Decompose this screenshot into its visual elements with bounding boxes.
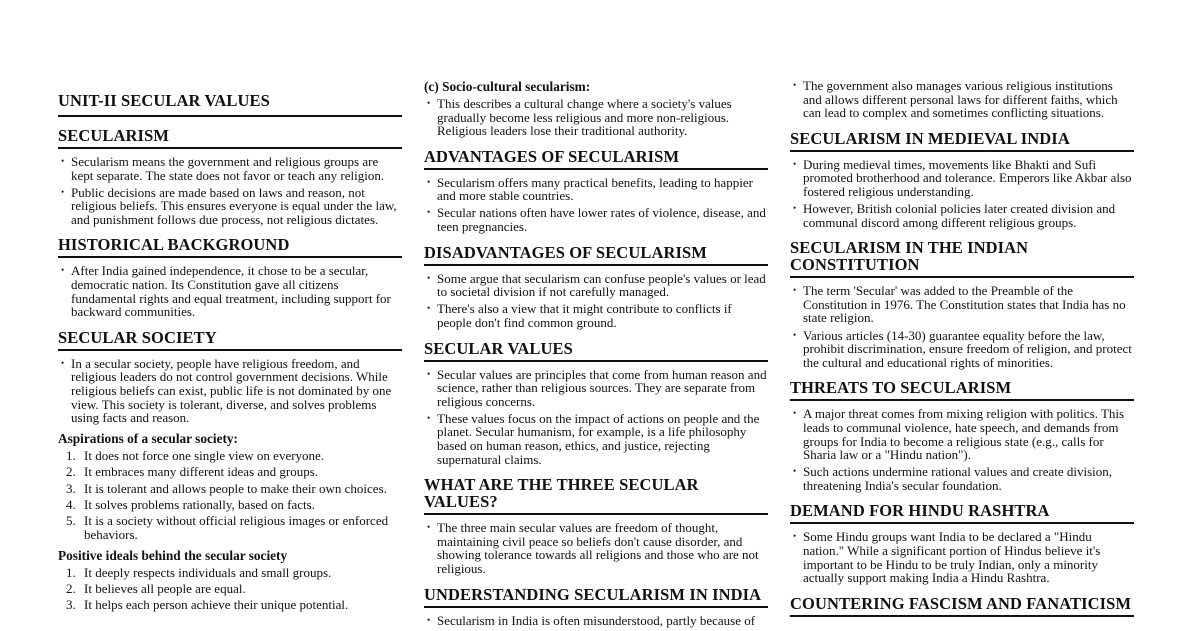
bullet-list xyxy=(790,284,1134,369)
section-heading: SECULARISM xyxy=(58,127,402,149)
bullet-item: • Secularism in India is often misunderstood, partly because of xyxy=(424,614,768,628)
column-right xyxy=(790,79,1134,623)
bullet-item: • In a secular society, people have religious freedom, and religious leaders do not control government decisions. While religious beliefs can exist, public life is not dominated by one view. This society is tolerant, diverse, and solves problems using facts and reason. xyxy=(58,357,402,425)
section-heading: SECULARISM IN MEDIEVAL INDIA xyxy=(790,130,1134,152)
bullet-item: • Some argue that secularism can confuse people's values or lead to societal division if not carefully managed. xyxy=(424,272,768,299)
section-heading: SECULAR SOCIETY xyxy=(58,329,402,351)
bullet-item: • After India gained independence, it chose to be a secular, democratic nation. Its Constitution gave all citizens fundamental rights and equal treatment, including support for backward communities. xyxy=(58,264,402,318)
bullet-list xyxy=(424,272,768,330)
bullet-list xyxy=(424,521,768,575)
bullet-item: • These values focus on the impact of actions on people and the planet. Secular humanism, for example, is a life philosophy based on human reason, ethics, and justice, rejecting supernatural claims. xyxy=(424,412,768,466)
section-socio-cultural xyxy=(424,79,768,138)
column-left xyxy=(58,91,402,615)
bullet-list xyxy=(790,79,1134,120)
bullet-item: • There's also a view that it might contribute to conflicts if people don't find common ground. xyxy=(424,302,768,329)
bullet-item: • This describes a cultural change where a society's values gradually become less religious and more non-religious. Religious leaders lose their traditional authority. xyxy=(424,97,768,138)
numbered-item: 5. It is a society without official religious images or enforced behaviors. xyxy=(66,513,389,542)
section-secular-values xyxy=(424,340,768,467)
section-three-secular-values xyxy=(424,476,768,575)
subsection-heading: Positive ideals behind the secular society xyxy=(58,547,288,563)
bullet-item: • Secularism offers many practical benefits, leading to happier and more stable countries. xyxy=(424,176,768,203)
subsection-heading: (c) Socio-cultural secularism: xyxy=(424,79,591,94)
numbered-item: 1. It deeply respects individuals and small groups. xyxy=(66,564,332,580)
numbered-item: 2. It believes all people are equal. xyxy=(66,580,246,596)
bullet-list xyxy=(424,614,768,628)
section-heading: COUNTERING FASCISM AND FANATICISM xyxy=(790,595,1134,617)
bullet-list xyxy=(424,176,768,234)
section-disadvantages xyxy=(424,244,768,330)
bullet-item: • The term 'Secular' was added to the Preamble of the Constitution in 1976. The Constitution states that India has no state religion. xyxy=(790,284,1134,325)
section-countering-fascism xyxy=(790,595,1134,617)
bullet-list xyxy=(790,407,1134,492)
section-heading: DEMAND FOR HINDU RASHTRA xyxy=(790,502,1134,524)
section-understanding-india xyxy=(424,586,768,628)
bullet-list xyxy=(58,264,402,318)
section-advantages xyxy=(424,148,768,234)
section-secular-society xyxy=(58,329,402,425)
subsection-heading: Aspirations of a secular society: xyxy=(58,430,238,446)
section-heading: ADVANTAGES OF SECULARISM xyxy=(424,148,768,170)
section-historical-background xyxy=(58,236,402,318)
section-aspirations xyxy=(58,431,402,542)
bullet-item: • Various articles (14-30) guarantee equality before the law, prohibit discrimination, ensure freedom of religion, and protect the cultural and educational rights of minorities. xyxy=(790,329,1134,370)
section-indian-constitution xyxy=(790,239,1134,369)
bullet-list xyxy=(58,155,402,226)
numbered-list xyxy=(58,449,402,542)
section-hindu-rashtra xyxy=(790,502,1134,584)
numbered-item: 3. It helps each person achieve their unique potential. xyxy=(66,597,349,613)
bullet-list xyxy=(424,368,768,467)
section-heading: SECULAR VALUES xyxy=(424,340,768,362)
numbered-list xyxy=(58,566,402,612)
numbered-item: 3. It is tolerant and allows people to make their own choices. xyxy=(66,480,387,496)
section-heading: HISTORICAL BACKGROUND xyxy=(58,236,402,258)
bullet-item: • Public decisions are made based on laws and reason, not religious beliefs. This ensures everyone is equal under the law, and punishment follows due process, not religious dictates. xyxy=(58,186,402,227)
bullet-item: • The three main secular values are freedom of thought, maintaining civil peace so beliefs don't cause disorder, and showing tolerance towards all religions and those who are not religious. xyxy=(424,521,768,575)
numbered-item: 4. It solves problems rationally, based on facts. xyxy=(66,496,315,512)
section-heading: UNDERSTANDING SECULARISM IN INDIA xyxy=(424,586,768,608)
bullet-list xyxy=(790,530,1134,584)
section-heading: WHAT ARE THE THREE SECULAR VALUES? xyxy=(424,476,768,515)
section-threats xyxy=(790,379,1134,492)
bullet-list xyxy=(424,97,768,138)
section-heading: THREATS TO SECULARISM xyxy=(790,379,1134,401)
bullet-item: • However, British colonial policies later created division and communal discord among different religious groups. xyxy=(790,202,1134,229)
section-positive-ideals xyxy=(58,548,402,612)
numbered-item: 2. It embraces many different ideas and groups. xyxy=(66,464,319,480)
bullet-item: • The government also manages various religious institutions and allows different personal laws for different faiths, which can lead to complex and sometimes conflicting situations. xyxy=(790,79,1134,120)
bullet-item: • Some Hindu groups want India to be declared a "Hindu nation." While a significant portion of Hindus believe it's important to be Hindu to be truly Indian, only a minority actually support making India a Hindu Rashtra. xyxy=(790,530,1134,584)
bullet-item: • Such actions undermine rational values and create division, threatening India's secular foundation. xyxy=(790,465,1134,492)
bullet-item: • Secular values are principles that come from human reason and science, rather than religious sources. They are separate from religious concerns. xyxy=(424,368,768,409)
bullet-item: • Secularism means the government and religious groups are kept separate. The state does not favor or teach any religion. xyxy=(58,155,402,182)
column-middle xyxy=(424,79,768,631)
bullet-item: • Secular nations often have lower rates of violence, disease, and teen pregnancies. xyxy=(424,206,768,233)
section-continued xyxy=(790,79,1134,120)
section-heading: DISADVANTAGES OF SECULARISM xyxy=(424,244,768,266)
unit-title: UNIT-II SECULAR VALUES xyxy=(58,91,402,117)
bullet-list xyxy=(790,158,1134,229)
section-heading: SECULARISM IN THE INDIAN CONSTITUTION xyxy=(790,239,1134,278)
bullet-item: • During medieval times, movements like Bhakti and Sufi promoted brotherhood and tolerance. Emperors like Akbar also fostered religious understanding. xyxy=(790,158,1134,199)
bullet-list xyxy=(58,357,402,425)
numbered-item: 1. It does not force one single view on everyone. xyxy=(66,447,325,463)
bullet-item: • A major threat comes from mixing religion with politics. This leads to communal violence, hate speech, and demands from groups for India to become a religious state (e.g., calls for Sharia law or a "Hindu nation"). xyxy=(790,407,1134,461)
section-secularism xyxy=(58,127,402,226)
section-medieval-india xyxy=(790,130,1134,229)
